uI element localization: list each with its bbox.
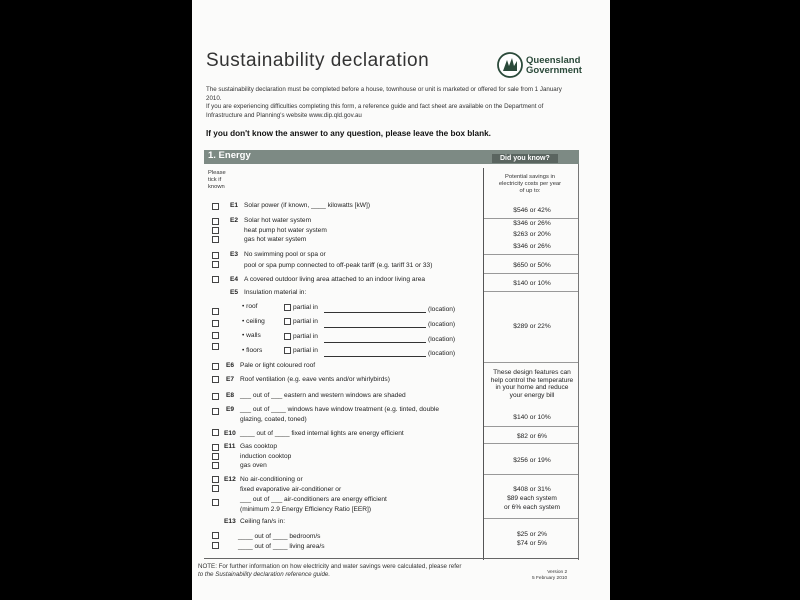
savings-header-line: Potential savings in [505,174,555,180]
e5-floors-text: floors [246,347,263,354]
row-divider [484,218,578,219]
e6-checkbox[interactable] [212,363,219,370]
table-bottom-rule [204,558,579,559]
tick-header-line: Please [208,170,226,176]
section-title: 1. Energy [208,150,251,161]
intro-text [206,86,571,120]
e11-line-1: Gas cooktop [240,443,278,450]
e5-location-label: (location) [428,350,456,357]
e11-line-2: induction cooktop [240,453,292,460]
e12-saving-1: $408 or 31% [513,486,551,493]
e11-gas-cooktop-checkbox[interactable] [212,444,219,451]
e5-floors-location-input[interactable] [324,356,426,357]
e8-text: ___ out of ___ eastern and western windows are shaded [240,392,406,399]
row-divider [484,474,578,475]
e2-code: E2 [230,217,239,224]
e11-gas-oven-checkbox[interactable] [212,462,219,469]
e5-roof-text: roof [246,303,258,310]
e10-text: ____ out of ____ fixed internal lights are energy efficient [240,430,404,437]
e1-saving: $546 or 42% [513,207,551,214]
e12-saving-3: or 6% each system [503,504,561,511]
form-page [192,0,610,600]
e5-roof-partial-checkbox[interactable] [284,304,291,311]
e13-saving-2: $74 or 5% [516,540,548,547]
e4-checkbox[interactable] [212,276,219,283]
savings-header-line: electricity costs per year [498,181,562,187]
row-divider [484,518,578,519]
e5-partial-label: partial in [293,318,318,325]
e11-induction-checkbox[interactable] [212,453,219,460]
row-divider [484,254,578,255]
e7-checkbox[interactable] [212,376,219,383]
e3-line-1: No swimming pool or spa or [244,251,326,258]
e6-code: E6 [226,362,235,369]
version-date: 5 February 2010 [532,576,568,581]
e12-no-aircon-checkbox[interactable] [212,476,219,483]
e12-line-4: (minimum 2.9 Energy Efficiency Ratio [EER]) [240,506,372,513]
e10-saving: $82 or 6% [516,433,548,440]
e5-partial-label: partial in [293,333,318,340]
logo-line-1: Queensland [526,55,581,66]
e12-line-2: fixed evaporative air-conditioner or [240,486,342,493]
e13-saving-1: $25 or 2% [516,531,548,538]
savings-column-header [488,174,572,195]
e1-code: E1 [230,202,239,209]
e2-line-2: heat pump hot water system [244,227,327,234]
e2-line-3: gas hot water system [244,236,307,243]
design-note-line: These design features can [493,369,571,376]
savings-header-line: of up to: [519,188,541,194]
e5-walls-text: walls [246,332,261,339]
e5-walls-partial-checkbox[interactable] [284,333,291,340]
version-info [532,570,567,582]
e13-text: Ceiling fan/s in: [240,518,286,525]
e8-checkbox[interactable] [212,393,219,400]
e5-roof-location-input[interactable] [324,312,426,313]
e13-bedroom-checkbox[interactable] [212,532,219,539]
e6-text: Pale or light coloured roof [240,362,316,369]
e5-walls-checkbox[interactable] [212,332,219,339]
e5-ceiling-label: • ceiling [242,318,265,325]
e1-text: Solar power (if known, ____ kilowatts [kW]) [244,202,371,209]
e9-code: E9 [226,406,235,413]
e13-line-1: ____ out of ____ bedroom/s [238,533,321,540]
e13-code: E13 [224,518,236,525]
e5-floors-checkbox[interactable] [212,343,219,350]
e5-floors-label: • floors [242,347,263,354]
e12-saving-2: $89 each system [507,495,557,502]
e12-efficient-checkbox[interactable] [212,499,219,506]
e11-saving: $256 or 19% [513,457,551,464]
e4-code: E4 [230,276,239,283]
row-divider [484,443,578,444]
intro-paragraph-2: If you are experiencing difficulties completing this form, a reference guide and fact sheet are available on the Department of Infrastructure and Planning's website www.dip.qld.gov.au [206,103,544,119]
design-note-line: help control the temperature [490,376,574,384]
e11-line-3: gas oven [240,462,267,469]
tick-header-line: known [208,184,225,190]
e5-roof-label: • roof [242,303,258,310]
e3-code: E3 [230,251,239,258]
e5-ceiling-location-input[interactable] [324,327,426,328]
e1-checkbox[interactable] [212,203,219,210]
queensland-crest-icon [496,52,524,78]
e5-walls-label: • walls [242,332,261,339]
e9-checkbox[interactable] [212,408,219,415]
intro-paragraph-1: The sustainability declaration must be completed before a house, townhouse or unit is marketed or offered for sale from 1 January 2010. [206,86,562,102]
e12-code: E12 [224,476,236,483]
e2-gas-checkbox[interactable] [212,236,219,243]
e5-partial-label: partial in [293,304,318,311]
design-note-line: your energy bill [509,391,555,399]
e5-roof-checkbox[interactable] [212,308,219,315]
e4-text: A covered outdoor living area attached to an indoor living area [244,276,426,283]
tick-header-line: tick if [208,177,222,183]
e5-walls-location-input[interactable] [324,342,426,343]
e3-offpeak-checkbox[interactable] [212,261,219,268]
e2-saving-2: $263 or 20% [513,231,551,238]
e13-living-checkbox[interactable] [212,542,219,549]
e7-text: Roof ventilation (e.g. eave vents and/or whirlybirds) [240,376,390,383]
e5-code: E5 [230,289,239,296]
e2-saving-1: $346 or 26% [513,220,551,227]
e2-heatpump-checkbox[interactable] [212,227,219,234]
e5-location-label: (location) [428,306,456,313]
row-divider [484,291,578,292]
e8-code: E8 [226,392,235,399]
e5-partial-label: partial in [293,347,318,354]
row-divider [484,362,578,363]
footer-note [198,563,461,579]
instruction-warning: If you don't know the answer to any question, please leave the box blank. [206,129,491,138]
footer-note-line-2: to the Sustainability declaration reference guide. [198,571,331,578]
version-number: Version 2 [547,570,568,575]
page-title: Sustainability declaration [206,50,430,71]
e5-text: Insulation material in: [244,289,307,296]
e9-line-2: glazing, coated, toned) [240,416,307,423]
e6-e7-note [484,369,580,399]
e5-ceiling-partial-checkbox[interactable] [284,318,291,325]
e5-floors-partial-checkbox[interactable] [284,347,291,354]
e2-solar-checkbox[interactable] [212,218,219,225]
e13-line-2: ____ out of ____ living area/s [238,543,325,550]
row-divider [484,273,578,274]
e3-no-pool-checkbox[interactable] [212,252,219,259]
e3-line-2: pool or spa pump connected to off-peak tariff (e.g. tariff 31 or 33) [244,262,433,269]
e12-evaporative-checkbox[interactable] [212,485,219,492]
e9-line-1: ___ out of ____ windows have window treatment (e.g. tinted, double [240,406,440,413]
e10-checkbox[interactable] [212,429,219,436]
e5-ceiling-checkbox[interactable] [212,320,219,327]
tick-column-header [208,170,226,191]
e5-location-label: (location) [428,321,456,328]
e11-code: E11 [224,443,236,450]
government-logo-text [526,56,582,76]
design-note-line: in your home and reduce [495,384,569,392]
e5-location-label: (location) [428,336,456,343]
row-divider [484,426,578,427]
e4-saving: $140 or 10% [513,280,551,287]
footer-note-line-1: NOTE: For further information on how electricity and water savings were calculated, please refer [198,563,462,570]
e12-line-1: No air-conditioning or [240,476,303,483]
e3-saving: $650 or 50% [513,262,551,269]
e5-saving: $289 or 22% [513,323,551,330]
e2-line-1: Solar hot water system [244,217,312,224]
e7-code: E7 [226,376,235,383]
logo-line-2: Government [526,65,582,76]
did-you-know-label: Did you know? [492,154,558,163]
e12-line-3: ___ out of ___ air-conditioners are energy efficient [240,496,387,503]
e9-saving: $140 or 10% [513,414,551,421]
e2-saving-3: $346 or 26% [513,243,551,250]
e5-ceiling-text: ceiling [246,318,265,325]
e10-code: E10 [224,430,236,437]
